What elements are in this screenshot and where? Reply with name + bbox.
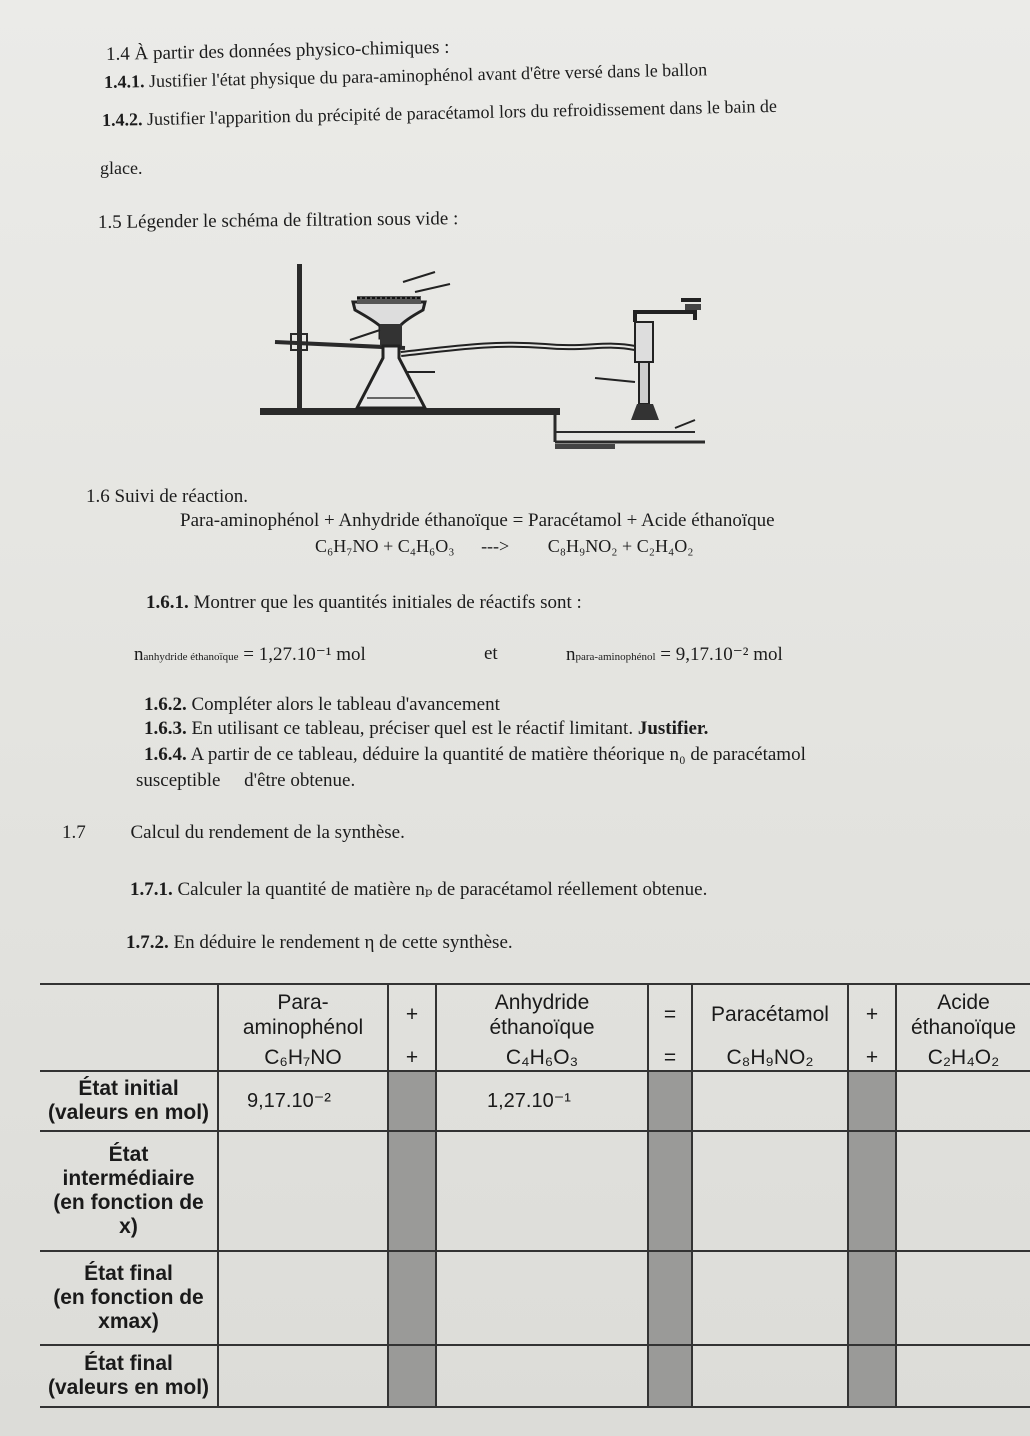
header-sign-1: + [388, 984, 436, 1046]
gray-separator [648, 1345, 692, 1407]
q164-text-cont: susceptible d'être obtenue. [136, 770, 356, 791]
n-anhydride [134, 643, 366, 666]
q163 [144, 718, 708, 740]
q162-number: 1.6.2. [144, 694, 187, 715]
gray-separator [648, 1071, 692, 1131]
n-anhydride-value: = 1,27.10⁻¹ mol [243, 644, 366, 665]
label-line-3 [350, 330, 380, 340]
cell-intermediate-anhydride[interactable] [436, 1131, 648, 1251]
cell-final-paracetamol[interactable] [692, 1345, 848, 1407]
reaction-formula [315, 536, 694, 557]
header-empty-cell [40, 984, 218, 1046]
cell-intermediate-paraaminophenol[interactable] [218, 1131, 388, 1251]
et-word: et [484, 643, 498, 664]
gray-separator [388, 1071, 436, 1131]
formula-reactant-2: C₄H₆O₃ [397, 536, 455, 556]
n-paraaminophenol-value: = 9,17.10⁻² mol [660, 644, 783, 665]
q164 [144, 744, 806, 766]
q14-title: 1.4 À partir des données physico-chimiques : [105, 36, 450, 65]
q164-text: A partir de ce tableau, déduire la quantité de matière théorique n₀ de paracétamol [190, 744, 806, 765]
row-label-intermediate: État intermédiaire (en fonction de x) [40, 1131, 218, 1251]
cell-intermediate-paracetamol[interactable] [692, 1131, 848, 1251]
formula-plus-2: + [622, 536, 633, 556]
n-symbol-2: n [566, 644, 576, 665]
support-stand-rod [297, 264, 302, 412]
water-tap [635, 312, 695, 322]
vacuum-filtration-diagram [255, 262, 725, 462]
q141-text: Justifier l'état physique du para-aminophénol avant d'être versé dans le ballon [148, 59, 708, 92]
q142-text: Justifier l'apparition du précipité de paracétamol lors du refroidissement dans le bain de [146, 95, 778, 130]
header-sign-2: = [648, 984, 692, 1046]
header-formula-1: C₆H₇NO [218, 1046, 388, 1071]
cell-initial-anhydride[interactable]: 1,27.10⁻¹ [436, 1071, 648, 1131]
q162-text: Compléter alors le tableau d'avancement [191, 694, 500, 715]
q172-text: En déduire le rendement η de cette synthèse. [173, 932, 513, 953]
q164-number: 1.6.4. [144, 744, 187, 765]
gray-separator [848, 1131, 896, 1251]
table-row [40, 1071, 1030, 1131]
header-formula-sign-2: = [648, 1046, 692, 1071]
formula-product-1: C₈H₉NO₂ [547, 536, 618, 556]
rubber-stopper [380, 324, 402, 346]
cell-intermediate-acide[interactable] [896, 1131, 1030, 1251]
cell-final-x-anhydride[interactable] [436, 1251, 648, 1345]
n-paraaminophenol-subscript: para-aminophénol [575, 651, 656, 663]
q171-number: 1.7.1. [130, 879, 173, 900]
q16-title: 1.6 Suivi de réaction. [86, 486, 248, 507]
header-name-3: Paracétamol [692, 984, 848, 1046]
cell-initial-acide[interactable] [896, 1071, 1030, 1131]
gray-separator [388, 1131, 436, 1251]
header-formula-3: C₈H₉NO₂ [692, 1046, 848, 1071]
q142 [102, 96, 777, 131]
q17-text: Calcul du rendement de la synthèse. [130, 822, 405, 843]
q142-number: 1.4.2. [101, 109, 143, 130]
advancement-table-wrapper [40, 983, 1030, 1408]
gray-separator [648, 1251, 692, 1345]
q163-justify: Justifier. [637, 718, 709, 739]
q163-number: 1.6.3. [144, 718, 187, 739]
gray-separator [388, 1251, 436, 1345]
q142-text-cont: glace. [100, 158, 143, 178]
cell-final-x-paraaminophenol[interactable] [218, 1251, 388, 1345]
cell-final-x-acide[interactable] [896, 1251, 1030, 1345]
header-formula-4: C₂H₄O₂ [896, 1046, 1030, 1071]
header-formula-sign-1: + [388, 1046, 436, 1071]
table-row [40, 1131, 1030, 1251]
header-sign-3: + [848, 984, 896, 1046]
label-line-5 [595, 378, 635, 382]
row-label-final-values: État final (valeurs en mol) [40, 1345, 218, 1407]
advancement-table [40, 983, 1030, 1408]
cell-initial-paraaminophenol[interactable]: 9,17.10⁻² [218, 1071, 388, 1131]
cell-final-x-paracetamol[interactable] [692, 1251, 848, 1345]
reaction-arrow: ---> [481, 536, 510, 556]
q161-number: 1.6.1. [146, 592, 189, 613]
gray-separator [388, 1345, 436, 1407]
header-name-2: Anhydride éthanoïque [436, 984, 648, 1046]
header-name-1: Para- aminophénol [218, 984, 388, 1046]
reaction-words: Para-aminophénol + Anhydride éthanoïque = Paracétamol + Acide éthanoïque [180, 510, 775, 531]
gray-separator [848, 1345, 896, 1407]
n-anhydride-subscript: anhydride éthanoïque [143, 651, 239, 663]
q172-number: 1.7.2. [126, 932, 169, 953]
formula-reactant-1: C₆H₇NO [315, 536, 379, 556]
q161 [146, 592, 582, 614]
q171 [130, 878, 707, 901]
header-formula-sign-3: + [848, 1046, 896, 1071]
label-line-6 [675, 420, 695, 428]
q141 [104, 59, 708, 93]
gray-separator [848, 1251, 896, 1345]
water-aspirator [635, 322, 653, 362]
header-formula-2: C₄H₆O₃ [436, 1046, 648, 1071]
cell-final-acide[interactable] [896, 1345, 1030, 1407]
gray-separator [848, 1071, 896, 1131]
q171-text: Calculer la quantité de matière nₚ de paracétamol réellement obtenue. [177, 879, 708, 900]
table-row [40, 1345, 1030, 1407]
cell-initial-paracetamol[interactable] [692, 1071, 848, 1131]
cell-final-anhydride[interactable] [436, 1345, 648, 1407]
row-label-initial: État initial (valeurs en mol) [40, 1071, 218, 1131]
gray-separator [648, 1131, 692, 1251]
q163-text: En utilisant ce tableau, préciser quel est le réactif limitant. [191, 718, 634, 739]
n-symbol-1: n [134, 644, 144, 665]
cell-final-paraaminophenol[interactable] [218, 1345, 388, 1407]
n-paraaminophenol [566, 643, 783, 666]
label-line-1 [403, 272, 435, 282]
row-label-final-x: État final (en fonction de xmax) [40, 1251, 218, 1345]
q15-title: 1.5 Légender le schéma de filtration sous vide : [97, 208, 459, 233]
q162 [144, 694, 500, 716]
q141-number: 1.4.1. [103, 71, 145, 92]
formula-product-2: C₂H₄O₂ [636, 536, 694, 556]
table-row [40, 1251, 1030, 1345]
formula-plus-1: + [383, 536, 394, 556]
label-line-2 [415, 284, 450, 292]
q172 [126, 932, 513, 954]
q161-text: Montrer que les quantités initiales de réactifs sont : [193, 592, 582, 613]
header-name-4: Acide éthanoïque [896, 984, 1030, 1046]
q17-title [62, 822, 405, 844]
q17-number: 1.7 [62, 822, 86, 843]
